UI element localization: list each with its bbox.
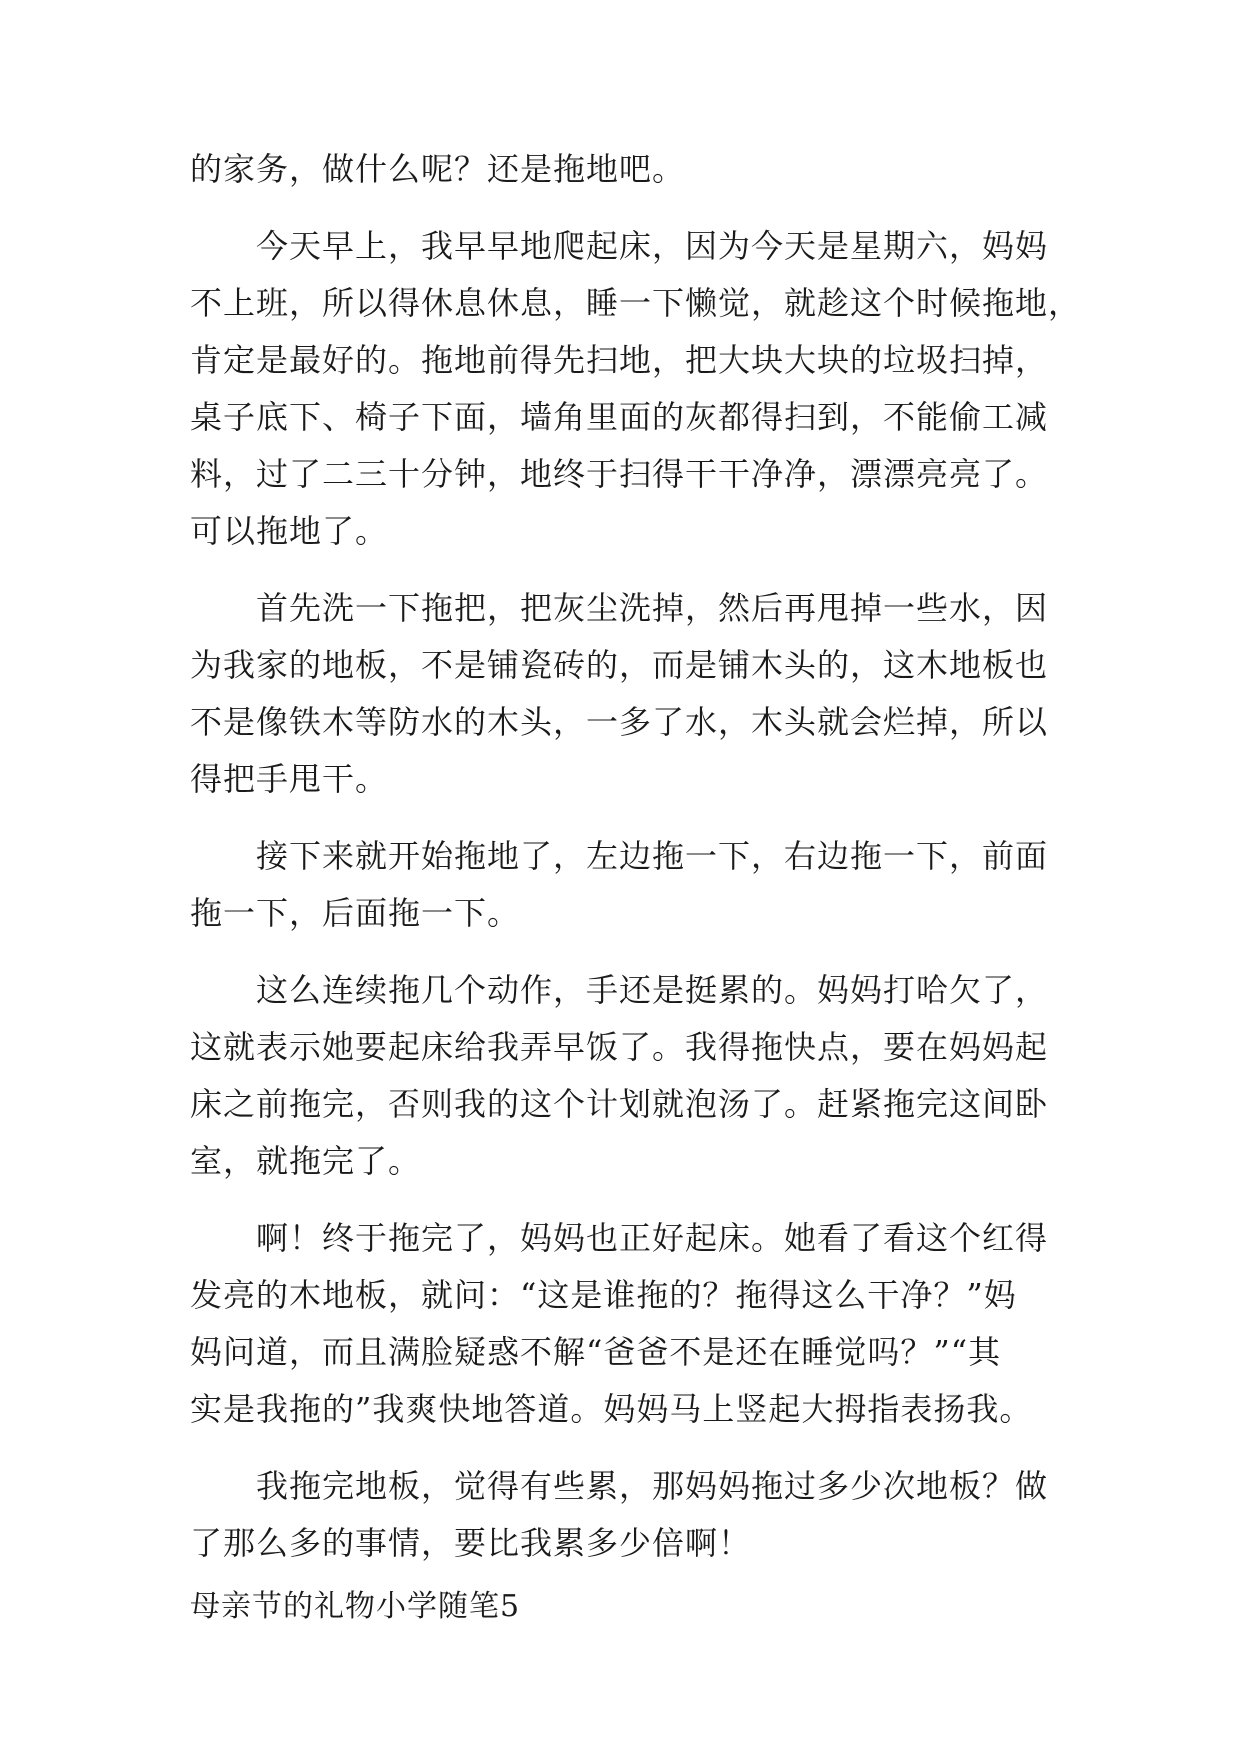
text-line: 不是像铁木等防水的木头，一多了水，木头就会烂掉，所以 xyxy=(190,703,1049,741)
text-line: 发亮的木地板，就问：“这是谁拖的？拖得这么干净？”妈 xyxy=(190,1276,1017,1314)
text-line: 接下来就开始拖地了，左边拖一下，右边拖一下，前面 xyxy=(190,837,1049,875)
text-line: 可以拖地了。 xyxy=(190,512,389,550)
text-line: 今天早上，我早早地爬起床，因为今天是星期六，妈妈 xyxy=(190,227,1049,265)
text-line: 不上班，所以得休息休息，睡一下懒觉，就趁这个时候拖地， xyxy=(190,284,1082,322)
text-line: 的家务，做什么呢？还是拖地吧。 xyxy=(190,150,686,188)
text-line: 这就表示她要起床给我弄早饭了。我得拖快点，要在妈妈起 xyxy=(190,1028,1049,1066)
text-line: 拖一下，后面拖一下。 xyxy=(190,894,521,932)
text-line: 得把手甩干。 xyxy=(190,760,389,798)
text-line: 这么连续拖几个动作，手还是挺累的。妈妈打哈欠了， xyxy=(190,971,1049,1009)
text-line: 实是我拖的”我爽快地答道。妈妈马上竖起大拇指表扬我。 xyxy=(190,1390,1033,1428)
text-line: 首先洗一下拖把，把灰尘洗掉，然后再甩掉一些水，因 xyxy=(190,589,1049,627)
text-line: 为我家的地板，不是铺瓷砖的，而是铺木头的，这木地板也 xyxy=(190,646,1049,684)
text-line: 桌子底下、椅子下面，墙角里面的灰都得扫到，不能偷工减 xyxy=(190,398,1049,436)
text-line: 啊！终于拖完了，妈妈也正好起床。她看了看这个红得 xyxy=(190,1219,1049,1257)
text-line: 料，过了二三十分钟，地终于扫得干干净净，漂漂亮亮了。 xyxy=(190,455,1049,493)
text-line: 了那么多的事情，要比我累多少倍啊！ xyxy=(190,1524,752,1562)
text-line: 床之前拖完，否则我的这个计划就泡汤了。赶紧拖完这间卧 xyxy=(190,1085,1049,1123)
text-line: 妈问道，而且满脸疑惑不解“爸爸不是还在睡觉吗？”“其 xyxy=(190,1333,1002,1371)
text-line: 室，就拖完了。 xyxy=(190,1142,422,1180)
text-line: 我拖完地板，觉得有些累，那妈妈拖过多少次地板？做 xyxy=(190,1467,1049,1505)
section-heading: 母亲节的礼物小学随笔5 xyxy=(190,1589,521,1624)
text-line: 肯定是最好的。拖地前得先扫地，把大块大块的垃圾扫掉， xyxy=(190,341,1049,379)
